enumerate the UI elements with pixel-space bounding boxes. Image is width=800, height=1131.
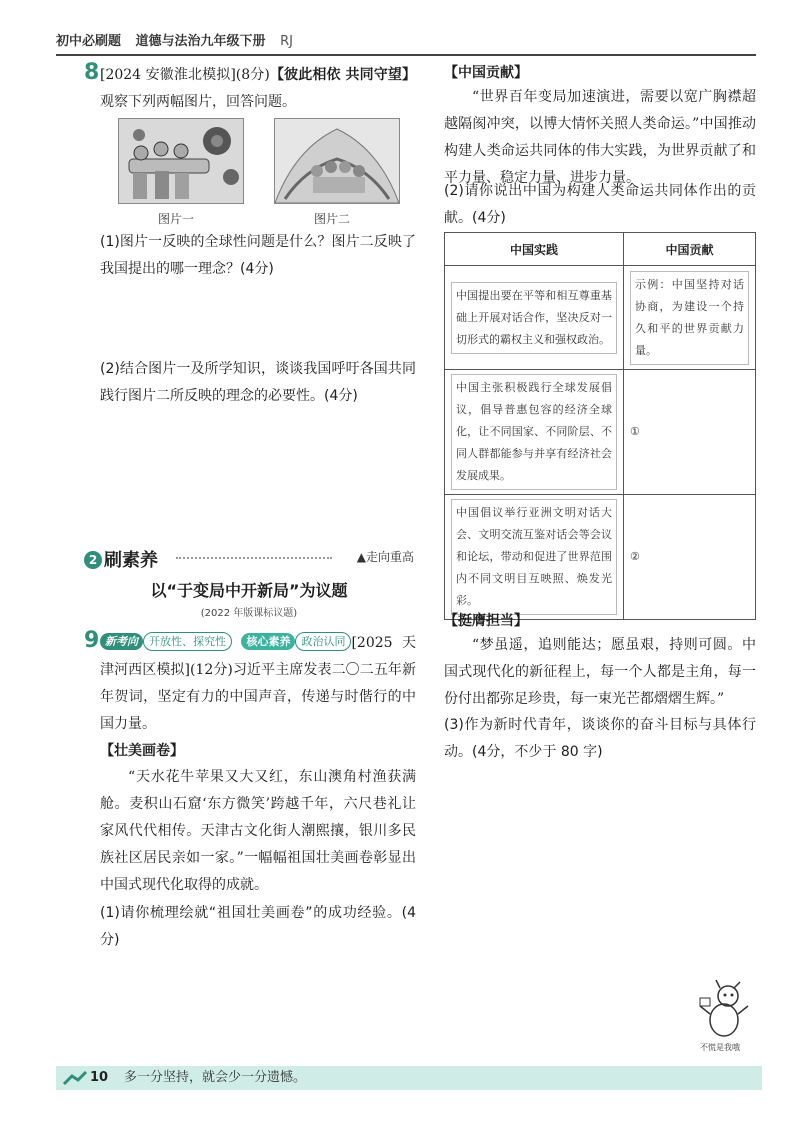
section-badge (84, 546, 158, 572)
question-9-sub2: (2)请你说出中国为构建人类命运共同体作出的贡献。(4分) (444, 183, 756, 226)
section-badge-label: 刷素养 (104, 550, 158, 571)
table-cell-practice: 中国倡议举行亚洲文明对话大会、文明交流互鉴对话会等会议和论坛，带动和促进了世界范围内不同文明目互映照、焕发光彩。 (445, 495, 624, 620)
question-8-source: [2024 安徽淮北模拟](8分) (100, 67, 270, 83)
question-9-stem (100, 630, 416, 738)
topic-subtitle: (2022 年版课标议题) (200, 608, 298, 619)
table-cell-practice: 中国提出要在平等和相互尊重基础上开展对话合作，坚决反对一切形式的霸权主义和强权政治。 (445, 266, 624, 370)
question-8-intro: 观察下列两幅图片，回答问题。 (100, 94, 296, 110)
question-9-sub3: (3)作为新时代青年，谈谈你的奋斗目标与具体行动。(4分，不少于 80 字) (444, 717, 756, 760)
mascot-caption: 不慌是我哦 (700, 1043, 740, 1052)
practice-contribution-table (444, 232, 756, 620)
page-number: 10 (90, 1070, 109, 1085)
section-divider (176, 557, 332, 559)
table-header-contribution: 中国贡献 (624, 233, 756, 266)
section-bar (84, 546, 414, 571)
picture-one-caption: 图片一 (158, 212, 195, 226)
series-name: 初中必刷题 (56, 34, 122, 49)
subject-name: 道德与法治九年级下册 (135, 34, 266, 49)
question-8-stem (100, 62, 416, 116)
question-9-intro: 习近平主席发表二〇二五年新年贺词，坚定有力的中国声音，传递与时偕行的中国力量。 (100, 662, 417, 732)
topic-title: 以“于变局中开新局”为议题 (150, 581, 348, 600)
heading-take-responsibility: 【挺膺担当】 (444, 613, 528, 629)
table-row (445, 266, 756, 370)
table-header-row (445, 233, 756, 266)
question-9-sub1: (1)请你梳理绘就“祖国壮美画卷”的成功经验。(4分) (100, 905, 416, 948)
core-literacy-tag: 政治认同 (295, 632, 351, 651)
new-direction-tags: 开放性、探究性 (143, 632, 232, 651)
question-9-number: 9 (84, 628, 100, 653)
new-direction-badge: 新考向 (100, 633, 143, 650)
table-cell-answer-2: ② (624, 495, 756, 620)
table-row (445, 370, 756, 495)
section-badge-icon: 2 (84, 551, 102, 569)
illustration-pandemic (119, 119, 243, 203)
flag-icon: ▲ (356, 550, 366, 564)
table-cell-contribution: 示例：中国坚持对话协商，为建设一个持久和平的世界贡献力量。 (624, 266, 756, 370)
question-8-sub2: (2)结合图片一及所学知识，谈谈我国呼吁各国共同践行图片二所反映的理念的必要性。(4分) (100, 361, 416, 404)
question-8-number: 8 (84, 60, 100, 85)
table-header-practice: 中国实践 (445, 233, 624, 266)
quote-take-responsibility: “梦虽遥，追则能达；愿虽艰，持则可圆。中国式现代化的新征程上，每一个人都是主角，每一份付出都弥足珍贵，每一束光芒都熠熠生辉。” (444, 637, 756, 707)
heading-china-contribution: 【中国贡献】 (444, 65, 528, 81)
question-8-tag: 【彼此相依 共同守望】 (269, 67, 417, 83)
illustration-hands-globe (275, 119, 399, 203)
question-9-source: [2025 天津河西区模拟](12分) (100, 635, 416, 678)
footer-motto: 多一分坚持，就会少一分遗憾。 (124, 1070, 307, 1085)
heading-magnificent-scroll: 【壮美画卷】 (100, 743, 184, 759)
quote-china-contribution: “世界百年变局加速演进，需要以宽广胸襟超越隔阂冲突，以博大情怀关照人类命运。”中国推动构建人类命运共同体的伟大实践，为世界贡献了和平力量、稳定力量、进步力量。 (444, 89, 756, 186)
question-8-sub1: (1)图片一反映的全球性问题是什么？图片二反映了我国提出的哪一理念？(4分) (100, 234, 416, 277)
table-row (445, 495, 756, 620)
picture-two-caption: 图片二 (314, 212, 351, 226)
table-cell-practice: 中国主张积极践行全球发展倡议，倡导普惠包容的经济全球化，让不同国家、不同阶层、不同人群都能参与并享有经济社会发展成果。 (445, 370, 624, 495)
page-header (56, 30, 756, 56)
core-literacy-badge: 核心素养 (241, 633, 295, 650)
picture-one (118, 118, 244, 204)
quote-magnificent-scroll: “天水花牛苹果又大又红，东山澳角村渔获满舱。麦积山石窟‘东方微笑’跨越千年，六尺巷礼让家风代代相传。天津古文化街人潮熙攘，银川多民族社区居民亲如一家。”一幅幅祖国壮美画卷彰显出中国式现代化取得的成就。 (100, 769, 416, 893)
edition-label: RJ (280, 34, 293, 49)
picture-two (274, 118, 400, 204)
table-cell-answer-1: ① (624, 370, 756, 495)
mascot-illustration (694, 976, 754, 1042)
mascot-icon (694, 976, 754, 1042)
section-right-label: ▲走向重高 (356, 550, 414, 564)
